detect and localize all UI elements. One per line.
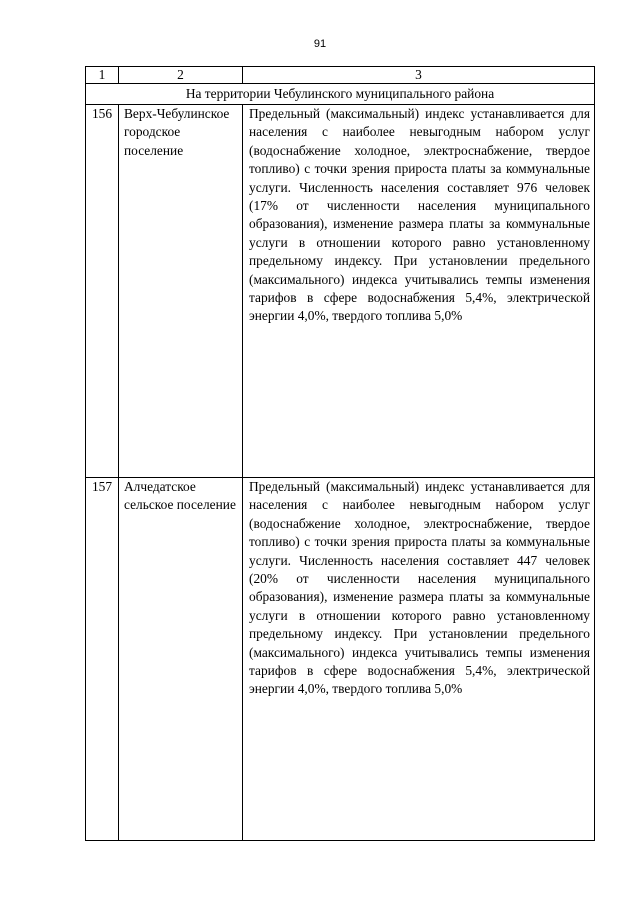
column-header-3: 3 [243, 67, 595, 84]
section-title-row [86, 84, 595, 105]
page-number: 91 [313, 38, 327, 50]
column-header-1: 1 [86, 67, 119, 84]
index-description: Предельный (максимальный) индекс устанавливается для населения с наиболее невыгодным набором услуг (водоснабжение холодное, электроснабжение, твердое топливо) с точки зрения прироста платы за коммунальные услуги. Численность населения составляет 976 человек (17% от численности населения муниципального образования), изменение размера платы за коммунальные услуги в отношении которого равно установленному предельному индексу. При установлении предельного (максимального) индекса учитывались темпы изменения тарифов в сфере водоснабжения 5,4%, электрической энергии 4,0%, твердого топлива 5,0% [243, 105, 595, 478]
row-number: 157 [86, 478, 119, 841]
table-row [86, 478, 595, 841]
column-header-2: 2 [119, 67, 243, 84]
table-row [86, 105, 595, 478]
table-header-row [86, 67, 595, 84]
settlement-name: Алчедатское сельское поселение [119, 478, 243, 841]
row-number: 156 [86, 105, 119, 478]
section-title: На территории Чебулинского муниципального района [86, 84, 595, 105]
document-table [85, 66, 595, 841]
index-description: Предельный (максимальный) индекс устанавливается для населения с наиболее невыгодным набором услуг (водоснабжение холодное, электроснабжение, твердое топливо) с точки зрения прироста платы за коммунальные услуги. Численность населения составляет 447 человек (20% от численности населения муниципального образования), изменение размера платы за коммунальные услуги в отношении которого равно установленному предельному индексу. При установлении предельного (максимального) индекса учитывались темпы изменения тарифов в сфере водоснабжения 5,4%, электрической энергии 4,0%, твердого топлива 5,0% [243, 478, 595, 841]
settlement-name: Верх-Чебулинское городское поселение [119, 105, 243, 478]
